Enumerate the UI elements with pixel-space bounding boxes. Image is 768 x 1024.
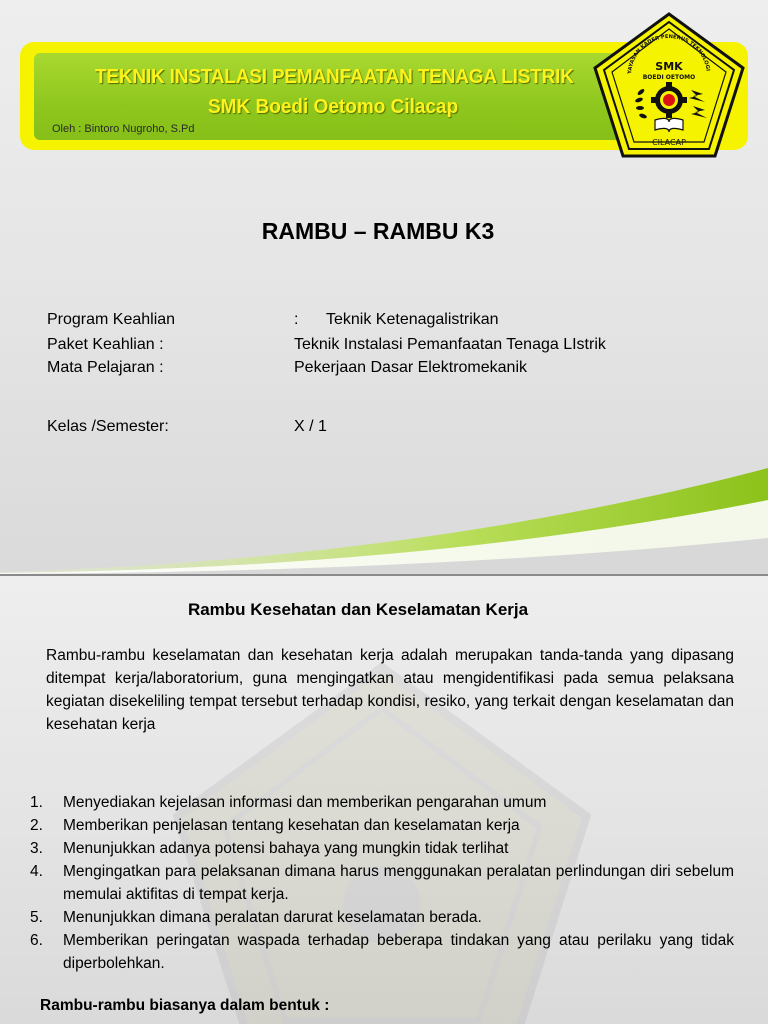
list-item bbox=[30, 906, 734, 929]
info-value: Teknik Instalasi Pemanfaatan Tenaga LIstrik bbox=[294, 336, 606, 353]
list-text: Menunjukkan adanya potensi bahaya yang mungkin tidak terlihat bbox=[63, 840, 509, 857]
benefits-list bbox=[30, 791, 734, 975]
list-number: 4. bbox=[30, 863, 43, 880]
list-item bbox=[30, 791, 734, 814]
list-number: 2. bbox=[30, 817, 43, 834]
list-text: Menyediakan kejelasan informasi dan memberikan pengarahan umum bbox=[63, 794, 547, 811]
list-number: 5. bbox=[30, 909, 43, 926]
list-number: 3. bbox=[30, 840, 43, 857]
content-footer: Rambu-rambu biasanya dalam bentuk : bbox=[40, 997, 330, 1014]
logo-school: BOEDI OETOMO bbox=[642, 74, 696, 81]
banner-title: TEKNIK INSTALASI PEMANFAATAN TENAGA LISTRIK bbox=[95, 66, 574, 88]
list-text: Mengingatkan para pelaksanan dimana harus menggunakan peralatan perlindungan diri sebelum memulai aktifitas di tempat kerja. bbox=[63, 863, 734, 903]
info-label: Program Keahlian bbox=[47, 311, 176, 328]
info-label: Mata Pelajaran : bbox=[47, 359, 164, 376]
list-item bbox=[30, 814, 734, 837]
list-item bbox=[30, 860, 734, 906]
logo-name: SMK bbox=[655, 60, 683, 73]
info-value: X / 1 bbox=[294, 418, 327, 435]
info-label: Kelas /Semester: bbox=[47, 418, 169, 435]
list-text: Memberikan peringatan waspada terhadap beberapa tindakan yang atau perilaku yang tidak diperbolehkan. bbox=[63, 932, 734, 972]
list-number: 1. bbox=[30, 794, 43, 811]
info-colon: : bbox=[294, 311, 299, 328]
info-label: Paket Keahlian : bbox=[47, 336, 164, 353]
content-title: Rambu Kesehatan dan Keselamatan Kerja bbox=[187, 600, 529, 619]
banner-author: Oleh : Bintoro Nugroho, S.Pd bbox=[52, 123, 195, 135]
logo-city: CILACAP bbox=[652, 138, 686, 147]
list-item bbox=[30, 929, 734, 975]
slide-title: RAMBU – RAMBU K3 bbox=[261, 218, 495, 244]
logo-ring-text: YAYASAN KADER PENERUS TEKNOLOGI bbox=[627, 33, 711, 75]
list-item bbox=[30, 837, 734, 860]
green-swoosh bbox=[0, 460, 768, 574]
list-number: 6. bbox=[30, 932, 43, 949]
content-paragraph: Rambu-rambu keselamatan dan kesehatan kerja adalah merupakan tanda-tanda yang dipasang ditempat kerja/laboratorium, guna mengingatkan atau mengidentifikasi pada semua pelaksana kegiatan disekeliling tempat tersebut terhadap kondisi, resiko, yang terkait dengan keselamatan dan kesehatan kerja bbox=[46, 647, 734, 733]
school-logo bbox=[589, 10, 749, 162]
list-text: Menunjukkan dimana peralatan darurat keselamatan berada. bbox=[63, 909, 482, 926]
banner-subtitle: SMK Boedi Oetomo Cilacap bbox=[208, 96, 459, 118]
info-value: Teknik Ketenagalistrikan bbox=[326, 311, 499, 328]
info-value: Pekerjaan Dasar Elektromekanik bbox=[294, 359, 527, 376]
content-slide bbox=[0, 576, 768, 1024]
list-text: Memberikan penjelasan tentang kesehatan dan keselamatan kerja bbox=[63, 817, 520, 834]
